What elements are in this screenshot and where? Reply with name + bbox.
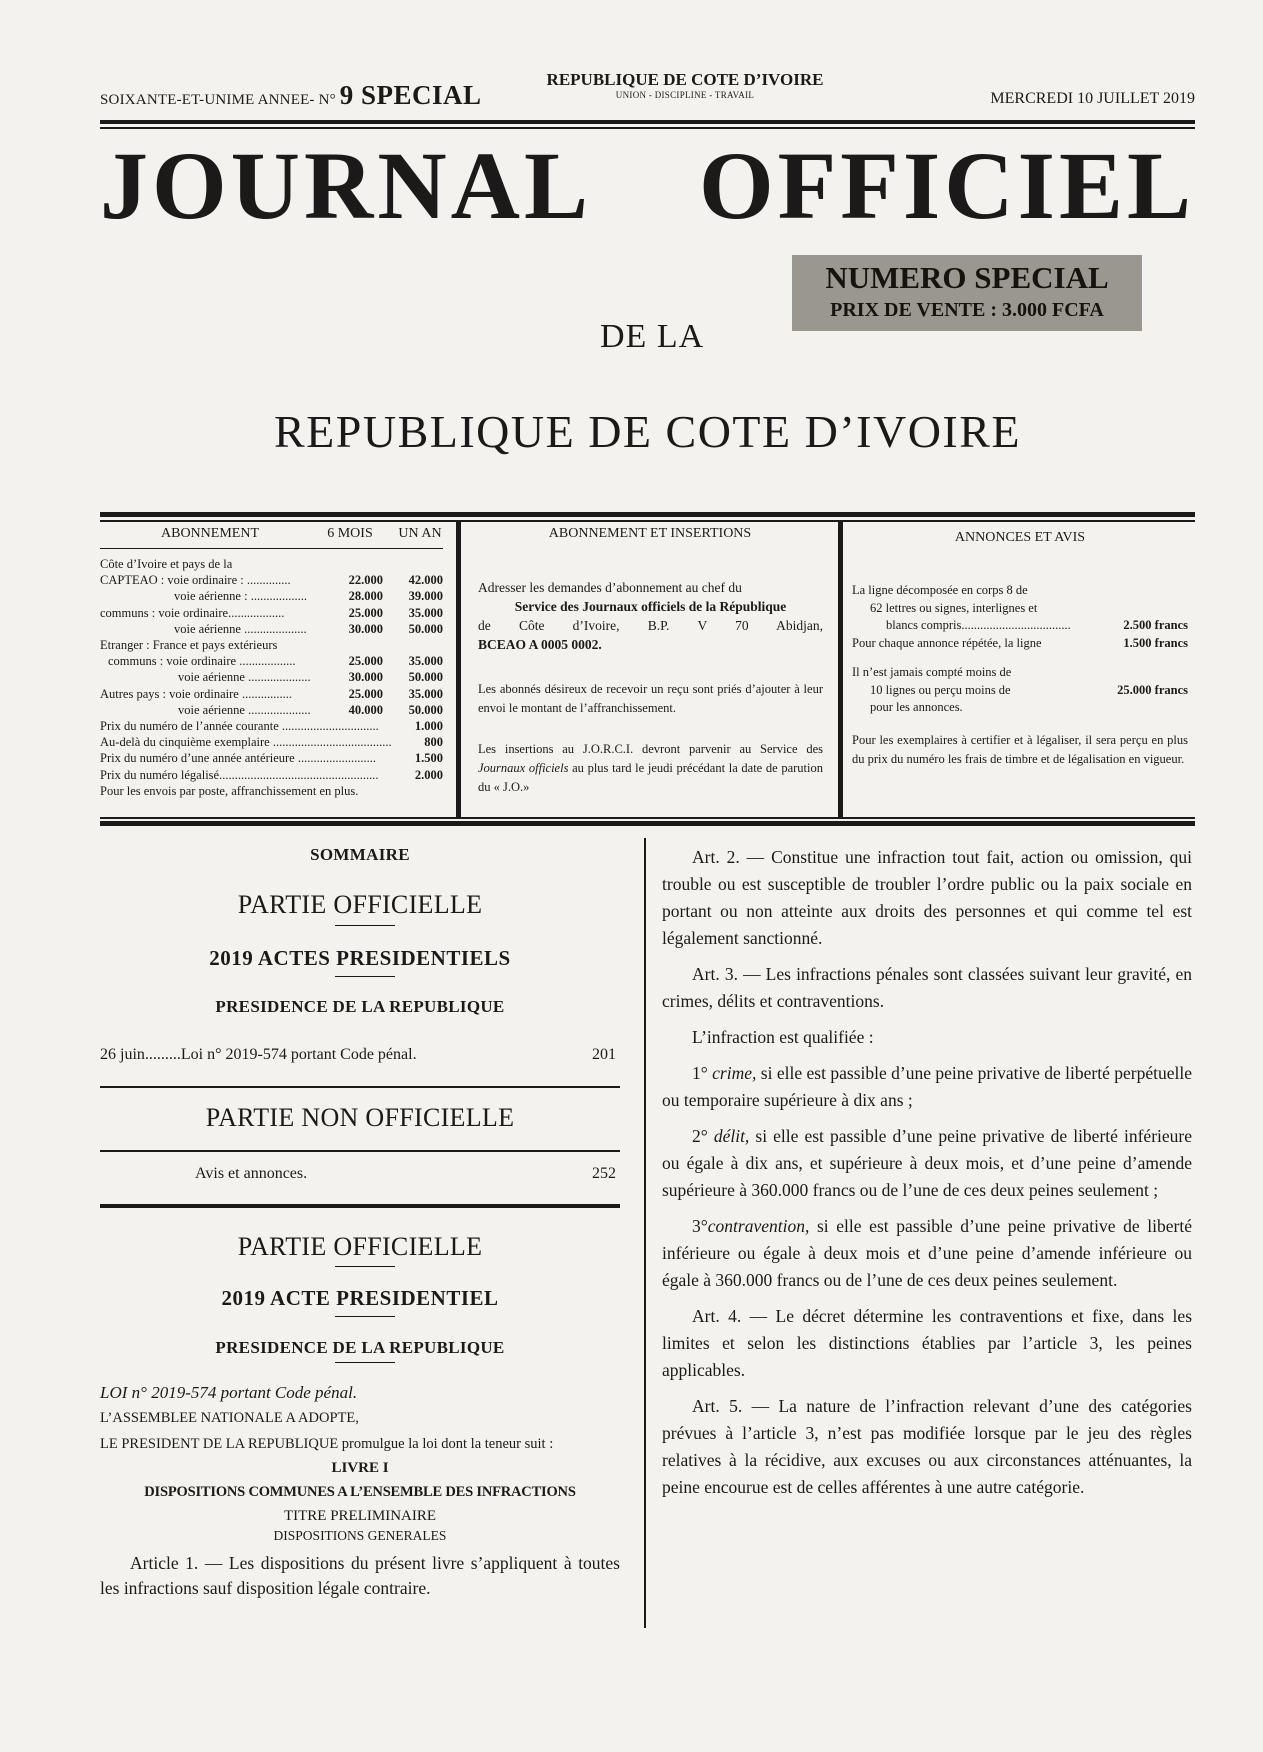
de-la: DE LA	[600, 318, 705, 355]
presidence: PRESIDENCE DE LA REPUBLIQUE	[215, 1338, 505, 1357]
column-divider-1	[456, 521, 461, 818]
subscription-6-months-value: 25.000	[348, 605, 383, 620]
journal-title-word-1: JOURNAL	[100, 132, 593, 239]
subscription-row	[100, 572, 443, 588]
header-rule-thick	[100, 120, 1195, 124]
info-rule-top-thick	[100, 512, 1195, 517]
subscription-row-label: communs : voie ordinaire..................	[100, 605, 285, 620]
subscription-region: Pour les envois par poste, affranchissement en plus.	[100, 783, 359, 798]
subscription-one-year-value: 50.000	[408, 670, 443, 685]
subscription-6-months-value: 28.000	[348, 589, 383, 604]
insertions-p3: Les insertions au J.O.R.C.I. devront parvenir au Service des Journaux officiels au plus tard le jeudi précédant la date de parution du « J.O.»	[478, 742, 824, 794]
edition-number: 9 SPECIAL	[339, 80, 482, 110]
right-column-text	[662, 844, 1192, 1510]
column-divider-2	[838, 521, 843, 818]
delit-definition: 2° délit, si elle est passible d’une peine privative de liberté inférieure ou égale à dix ans, et supérieure à deux mois, et d’une peine d’amende supérieure à 360.000 francs ou de l’une de ces deux peines seulement ;	[662, 1126, 1192, 1200]
sommaire-actes: 2019 ACTES PRESIDENTIELS	[209, 946, 511, 970]
subscription-price-label: Au-delà du cinquième exemplaire ......................................	[100, 735, 392, 750]
insertions-p1: Adresser les demandes d’abonnement au chef du Service des Journaux officiels de la République de Côte d’Ivoire, B.P. V 70 Abidjan, BCEAO A 0005 0002.	[478, 580, 823, 652]
annonces-body: La ligne décomposée en corps 8 de 62 lettres ou signes, interlignes et blancs compris................................... 2.500 francs Pour chaque annonce répétée, la ligne 1.500 francs Il n’est jamais compté moins de 10 lignes ou perçu moins de 25.000 francs pour les annonces. Pour les exemplaires à certifier et à légaliser, il sera perçu en plus du prix du numéro les frais de timbre et de légalisation en vigueur.	[852, 583, 1188, 766]
subscription-row	[100, 621, 443, 637]
subscription-price-value: 800	[424, 735, 443, 750]
dispositions-generales: DISPOSITIONS GENERALES	[273, 1528, 447, 1543]
republic-name: REPUBLIQUE DE COTE D’IVOIRE	[546, 70, 824, 89]
article-1: Article 1. — Les dispositions du présent livre s’appliquent à toutes les infractions sauf disposition légale contraire.	[100, 1553, 620, 1598]
short-rule	[335, 925, 395, 926]
subscription-head: ABONNEMENT	[161, 526, 259, 541]
subscription-row-label: communs : voie ordinaire ..................	[108, 654, 296, 669]
body-column-divider	[644, 838, 646, 1628]
subscription-6-months-value: 30.000	[348, 621, 383, 636]
header-rule-thin	[100, 127, 1195, 129]
sommaire-rule	[100, 1086, 620, 1088]
subscription-one-year-value: 35.000	[408, 654, 443, 669]
edition-prefix: SOIXANTE-ET-UNIME ANNEE- N°	[100, 92, 336, 108]
subscription-price-row	[100, 734, 443, 750]
subscription-row	[100, 605, 443, 621]
subscription-price-label: Prix du numéro légalisé...................................................	[100, 767, 379, 782]
subscription-head-rule	[100, 548, 443, 549]
sommaire-rule	[100, 1150, 620, 1152]
republic-title: REPUBLIQUE DE COTE D’IVOIRE	[273, 406, 1022, 457]
subscription-row-label: CAPTEAO : voie ordinaire : ..............	[100, 573, 291, 588]
subscription-one-year-value: 50.000	[408, 621, 443, 636]
partie-officielle: PARTIE OFFICIELLE	[237, 1232, 483, 1261]
subscription-price-value: 1.000	[414, 719, 443, 734]
subscription-row	[100, 669, 443, 685]
republic-header	[520, 70, 850, 100]
dispositions-communes: DISPOSITIONS COMMUNES A L’ENSEMBLE DES INFRACTIONS	[144, 1484, 576, 1500]
subscription-6-months-value: 40.000	[348, 702, 383, 717]
journal-title-word-2: OFFICIEL	[698, 132, 1195, 239]
titre-preliminaire: TITRE PRELIMINAIRE	[283, 1508, 437, 1524]
annonces-head: ANNONCES ET AVIS	[954, 530, 1086, 545]
insertions-body	[478, 578, 823, 797]
article-5: Art. 5. — La nature de l’infraction relevant d’une des catégories prévues à l’article 3, n’est pas modifiée lorsque par le jeu des règles relatives à la récidive, aux excuses ou aux circonstances atténuantes, la peine encourue est de celles afférentes à une autre catégorie.	[662, 1396, 1192, 1497]
qualifiee: L’infraction est qualifiée :	[692, 1027, 874, 1047]
subscription-region: Etranger : France et pays extérieurs	[100, 638, 278, 653]
six-months-head: 6 MOIS	[327, 526, 373, 541]
subscription-row	[100, 702, 443, 718]
one-year-head: UN AN	[398, 526, 442, 541]
subscription-row	[100, 686, 443, 702]
sommaire-partie-officielle: PARTIE OFFICIELLE	[237, 890, 483, 919]
acte-presidentiel: 2019 ACTE PRESIDENTIEL	[221, 1286, 499, 1310]
livre: LIVRE I	[331, 1460, 389, 1476]
subscription-row-label: voie aérienne ....................	[178, 702, 311, 717]
subscription-row-label: voie aérienne ....................	[174, 621, 307, 636]
short-rule	[335, 1266, 395, 1267]
subscription-row-label: voie aérienne : ..................	[174, 589, 307, 604]
subscription-price-row	[100, 767, 443, 783]
subscription-row	[100, 653, 443, 669]
subscription-6-months-value: 30.000	[348, 670, 383, 685]
subscription-price-row	[100, 718, 443, 734]
loi-title: LOI n° 2019-574 portant Code pénal.	[100, 1383, 358, 1402]
sommaire-title: SOMMAIRE	[310, 845, 410, 864]
subscription-6-months-value: 22.000	[348, 573, 383, 588]
subscription-row	[100, 588, 443, 604]
info-rule-top-thin	[100, 520, 1195, 522]
subscription-price-row	[100, 750, 443, 766]
info-rule-bottom-thin	[100, 817, 1195, 819]
president-line: LE PRESIDENT DE LA REPUBLIQUE promulgue la loi dont la teneur suit :	[100, 1436, 554, 1452]
subscription-one-year-value: 35.000	[408, 686, 443, 701]
subscription-table	[100, 556, 443, 799]
assemblee-line: L’ASSEMBLEE NATIONALE A ADOPTE,	[100, 1410, 359, 1426]
subscription-one-year-value: 42.000	[408, 573, 443, 588]
subscription-region: Côte d’Ivoire et pays de la	[100, 557, 233, 571]
short-rule	[335, 976, 395, 977]
subscription-row-label: Autres pays : voie ordinaire ................	[100, 686, 292, 701]
subscription-6-months-value: 25.000	[348, 686, 383, 701]
issue-date: MERCREDI 10 JUILLET 2019	[990, 90, 1195, 107]
article-3: Art. 3. — Les infractions pénales sont classées suivant leur gravité, en crimes, délits et contraventions.	[662, 964, 1192, 1011]
subscription-row-label: voie aérienne ....................	[178, 670, 311, 685]
price-label: PRIX DE VENTE : 3.000 FCFA	[830, 299, 1104, 321]
subscription-price-value: 1.500	[414, 751, 443, 766]
special-label: NUMERO SPECIAL	[825, 260, 1109, 295]
sommaire-entry: Avis et annonces. 252	[195, 1165, 616, 1182]
subscription-one-year-value: 35.000	[408, 605, 443, 620]
sommaire-partie-non-officielle: PARTIE NON OFFICIELLE	[205, 1103, 515, 1132]
info-rule-bottom-thick	[100, 821, 1195, 826]
special-edition-badge	[792, 255, 1142, 331]
sommaire-rule-thick	[100, 1204, 620, 1208]
motto: UNION - DISCIPLINE - TRAVAIL	[615, 90, 755, 100]
subscription-price-value: 2.000	[414, 767, 443, 782]
article-2: Art. 2. — Constitue une infraction tout fait, action ou omission, qui trouble ou est susceptible de troubler l’ordre public ou la paix sociale en portant ou non atteinte aux droits des personnes et qui comme tel est légalement sanctionné.	[662, 847, 1192, 948]
subscription-6-months-value: 25.000	[348, 654, 383, 669]
sommaire-presidence: PRESIDENCE DE LA REPUBLIQUE	[215, 997, 505, 1016]
insertions-p2: Les abonnés désireux de recevoir un reçu sont priés d’ajouter à leur envoi le montant de l’affranchissement.	[478, 682, 823, 715]
contravention-definition: 3°contravention, si elle est passible d’une peine privative de liberté inférieure ou égale à deux mois et d’une peine d’amende inférieure ou égale à 360.000 francs ou de l’une de ces deux peines seulement.	[662, 1216, 1192, 1290]
short-rule	[335, 1362, 395, 1363]
subscription-price-label: Prix du numéro de l’année courante ...............................	[100, 719, 379, 734]
edition-line	[100, 80, 482, 111]
crime-definition: 1° crime, si elle est passible d’une peine privative de liberté perpétuelle ou temporaire supérieure à dix ans ;	[662, 1063, 1193, 1110]
subscription-one-year-value: 39.000	[408, 589, 443, 604]
sommaire-entry: 26 juin.........Loi n° 2019-574 portant Code pénal. 201	[100, 1046, 616, 1063]
subscription-price-label: Prix du numéro d’une année antérieure .........................	[100, 751, 376, 766]
insertions-head: ABONNEMENT ET INSERTIONS	[548, 526, 752, 541]
journal-title	[100, 132, 1195, 239]
article-4: Art. 4. — Le décret détermine les contraventions et fixe, dans les limites et selon les distinctions établies par l’article 3, les peines applicables.	[662, 1306, 1192, 1380]
subscription-one-year-value: 50.000	[408, 702, 443, 717]
short-rule	[335, 1316, 395, 1317]
